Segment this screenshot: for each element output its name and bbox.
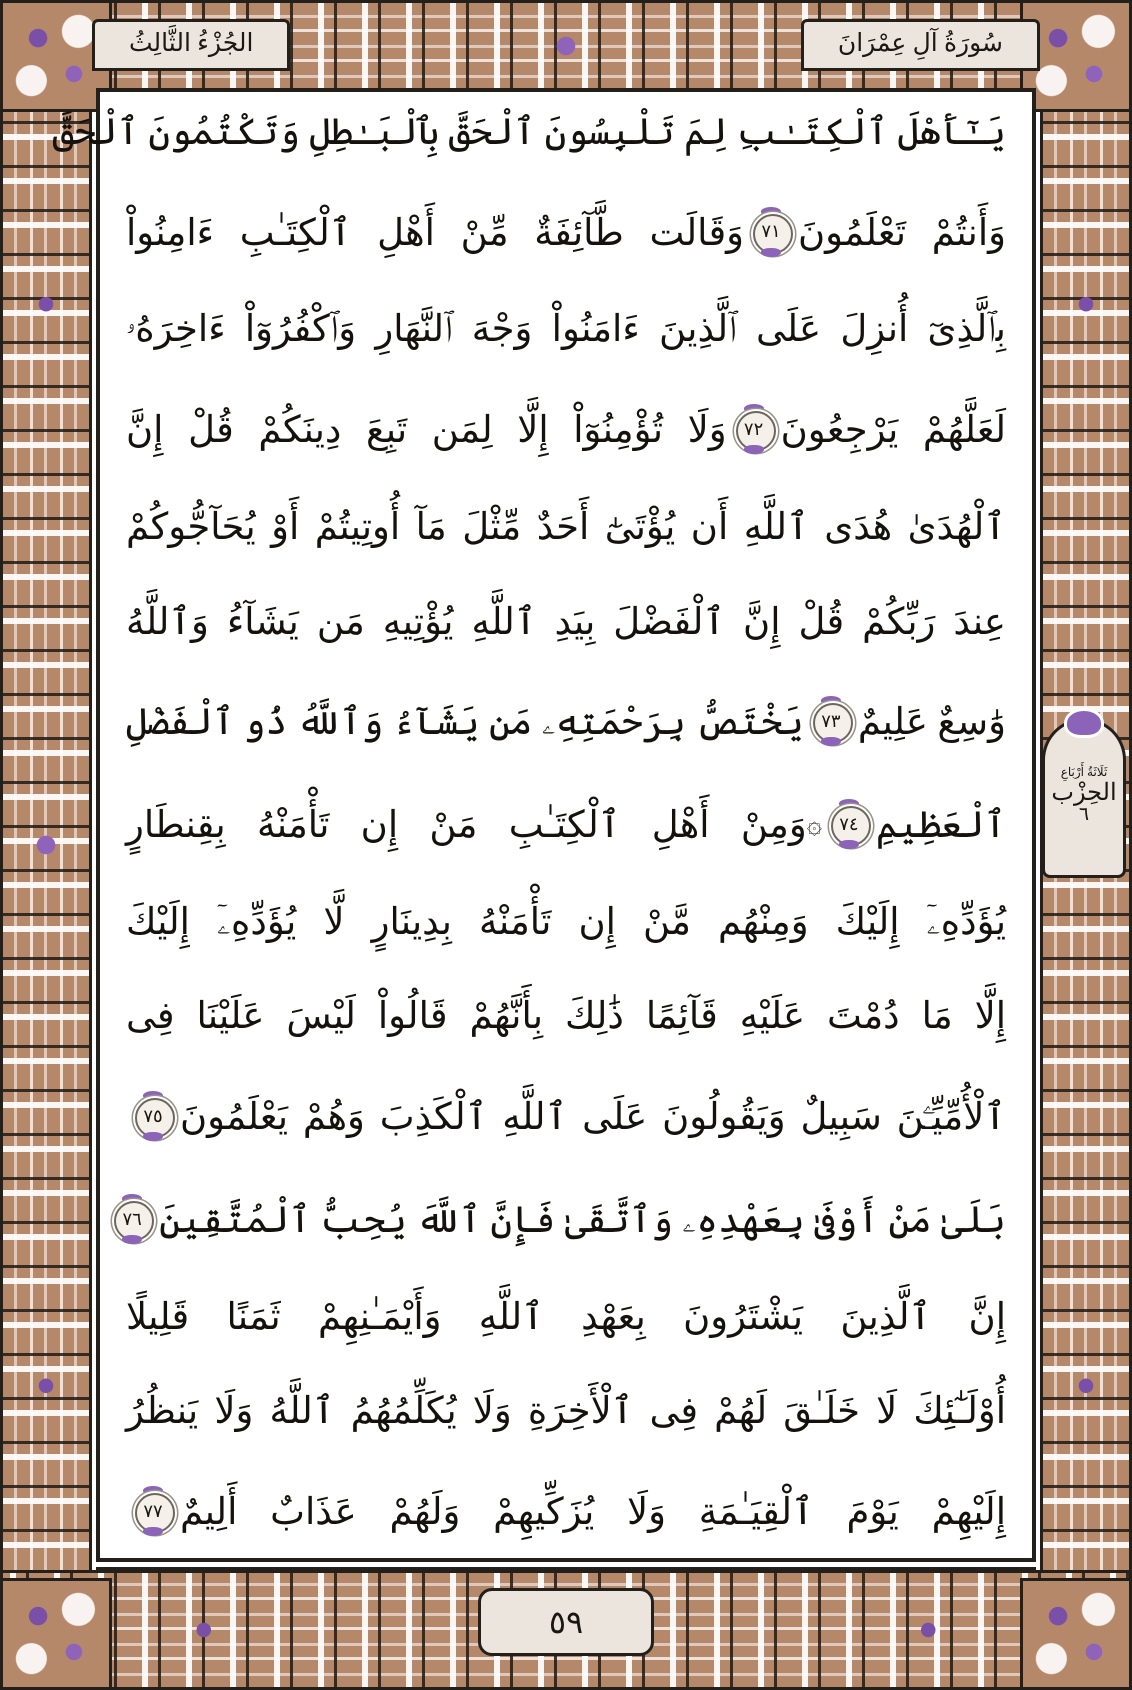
corner-ornament-bottom-right xyxy=(1020,1578,1132,1690)
ayah-text: يُؤَدِّهِۦٓ إِلَيْكَ وَمِنْهُم مَّنْ إِن تَأْمَنْهُ بِدِينَارٍ لَّا يُؤَدِّهِۦٓ إِلَيْكَ xyxy=(126,901,1006,943)
ayah-text: ٱلْعَظِيمِ xyxy=(875,804,1006,846)
juz-name-plaque: الجُزْءُ الثَّالِثُ xyxy=(92,19,290,71)
surah-name-plaque: سُورَةُ آلِ عِمْرَانَ xyxy=(801,19,1040,71)
ayah-text: بَلَىٰ مَنْ أَوْفَىٰ بِعَهْدِهِۦ وَٱتَّقَىٰ فَإِنَّ ٱللَّهَ يُحِبُّ ٱلْمُتَّقِينَ xyxy=(159,1199,1006,1241)
ayah-number-label: ٧٦ xyxy=(122,1208,142,1229)
corner-ornament-bottom-left xyxy=(0,1578,112,1690)
ayah-number-marker xyxy=(827,801,871,847)
ayah-number-label: ٧٢ xyxy=(743,418,764,439)
hizb-number-label: ٦ xyxy=(1078,804,1090,825)
ayah-text: بِٱلَّذِىٓ أُنزِلَ عَلَى ٱلَّذِينَ ءَامَنُواْ وَجْهَ ٱلنَّهَارِ وَٱكْفُرُوٓاْ ءَاخِرَهُۥ xyxy=(126,309,1006,351)
ayah-text: ٱلْهُدَىٰ هُدَى ٱللَّهِ أَن يُؤْتَىٰٓ أَحَدٌ مِّثْلَ مَآ أُوتِيتُمْ أَوْ يُحَآجُّوكُمْ xyxy=(126,506,1006,548)
floret-icon xyxy=(1067,711,1101,735)
ayah-line xyxy=(126,1488,1006,1534)
ayah-line xyxy=(126,1296,1006,1338)
hizb-word-label: الحِزْب xyxy=(1051,780,1117,806)
hizb-marker xyxy=(1042,718,1126,878)
ayah-number-label: ٧١ xyxy=(761,221,781,242)
ayah-text: لَعَلَّهُمْ يَرْجِعُونَ xyxy=(780,410,1006,452)
ayah-line xyxy=(126,311,1006,349)
ayah-line xyxy=(52,112,1006,153)
ayah-line xyxy=(122,1196,1006,1242)
ayah-text: إِلَيْهِمْ يَوْمَ ٱلْقِيَـٰمَةِ وَلَا يُزَكِّيهِمْ وَلَهُمْ عَذَابٌ أَلِيمٌ xyxy=(180,1491,1006,1533)
ayah-line xyxy=(126,801,1006,847)
bottom-rule xyxy=(96,1567,1036,1572)
rub-el-hizb-icon: ۞ xyxy=(806,809,822,839)
ayah-text: يَخْتَصُّ بِرَحْمَتِهِۦ مَن يَشَآءُ وَٱللَّهُ ذُو ٱلْفَضْلِ xyxy=(126,702,804,744)
corner-ornament-top-right xyxy=(1020,0,1132,112)
ayah-line xyxy=(126,1393,1006,1431)
ayah-text: وَأَنتُمْ تَعْلَمُونَ xyxy=(798,212,1006,254)
ayah-text: عِندَ رَبِّكُمْ قُلْ إِنَّ ٱلْفَضْلَ بِيَدِ ٱللَّهِ يُؤْتِيهِ مَن يَشَآءُ وَٱللَّهُ xyxy=(126,601,1006,643)
ayah-number-marker xyxy=(110,1196,154,1242)
ayah-line xyxy=(126,698,1006,744)
hizb-fraction-label: ثَلَاثَةُ أَرْبَاعِ xyxy=(1060,765,1108,779)
ayah-number-marker xyxy=(131,1488,175,1534)
ayah-number-marker xyxy=(131,1093,175,1139)
ayah-line xyxy=(126,1093,1006,1139)
ayah-number-label: ٧٤ xyxy=(839,813,859,834)
border-ornament-top xyxy=(0,0,1132,92)
ayah-text: وَلَا تُؤْمِنُوٓاْ إِلَّا لِمَن تَبِعَ دِينَكُمْ قُلْ إِنَّ xyxy=(126,410,727,452)
ayah-line xyxy=(126,406,1006,452)
ayah-text: وَقَالَت طَّآئِفَةٌ مِّنْ أَهْلِ ٱلْكِتَـٰبِ ءَامِنُواْ xyxy=(126,212,744,254)
scripture-lines xyxy=(52,100,1024,1550)
ayah-line xyxy=(126,506,1006,548)
ayah-text: يَـٰٓأَهْلَ ٱلْكِتَـٰبِ لِمَ تَلْبِسُونَ ٱلْحَقَّ بِٱلْبَـٰطِلِ وَتَكْتُمُونَ ٱلْحَقَّ xyxy=(52,112,1006,153)
page-number: ٥٩ xyxy=(478,1588,654,1656)
border-ornament-left xyxy=(0,0,92,1690)
ayah-line xyxy=(126,601,1006,643)
ayah-number-marker xyxy=(809,698,853,744)
ayah-text: وَمِنْ أَهْلِ ٱلْكِتَـٰبِ مَنْ إِن تَأْمَنْهُ بِقِنطَارٍ xyxy=(126,804,807,846)
ayah-text: وَٰسِعٌ عَلِيمٌ xyxy=(857,702,1006,744)
ayah-number-label: ٧٥ xyxy=(143,1105,163,1126)
ayah-line xyxy=(126,901,1006,943)
ayah-line xyxy=(126,998,1006,1036)
ayah-text: إِلَّا مَا دُمْتَ عَلَيْهِ قَآئِمًا ذَٰلِكَ بِأَنَّهُمْ قَالُواْ لَيْسَ عَلَيْنَا فِى xyxy=(126,996,1006,1038)
ayah-number-label: ٧٣ xyxy=(821,710,841,731)
ayah-number-marker xyxy=(749,209,793,255)
ayah-text: ٱلْأُمِّيِّـۧنَ سَبِيلٌ وَيَقُولُونَ عَلَى ٱللَّهِ ٱلْكَذِبَ وَهُمْ يَعْلَمُونَ xyxy=(180,1097,1006,1138)
ayah-text: إِنَّ ٱلَّذِينَ يَشْتَرُونَ بِعَهْدِ ٱللَّهِ وَأَيْمَـٰنِهِمْ ثَمَنًا قَلِيلًا xyxy=(126,1296,1006,1338)
ayah-number-marker xyxy=(732,406,776,452)
scripture-frame xyxy=(52,88,1036,1562)
ayah-number-label: ٧٧ xyxy=(143,1500,163,1521)
ayah-text: أُوْلَـٰٓئِكَ لَا خَلَـٰقَ لَهُمْ فِى ٱلْأَخِرَةِ وَلَا يُكَلِّمُهُمُ ٱللَّهُ وَلَا يَنظُرُ xyxy=(126,1391,1006,1433)
ayah-line xyxy=(126,209,1006,255)
